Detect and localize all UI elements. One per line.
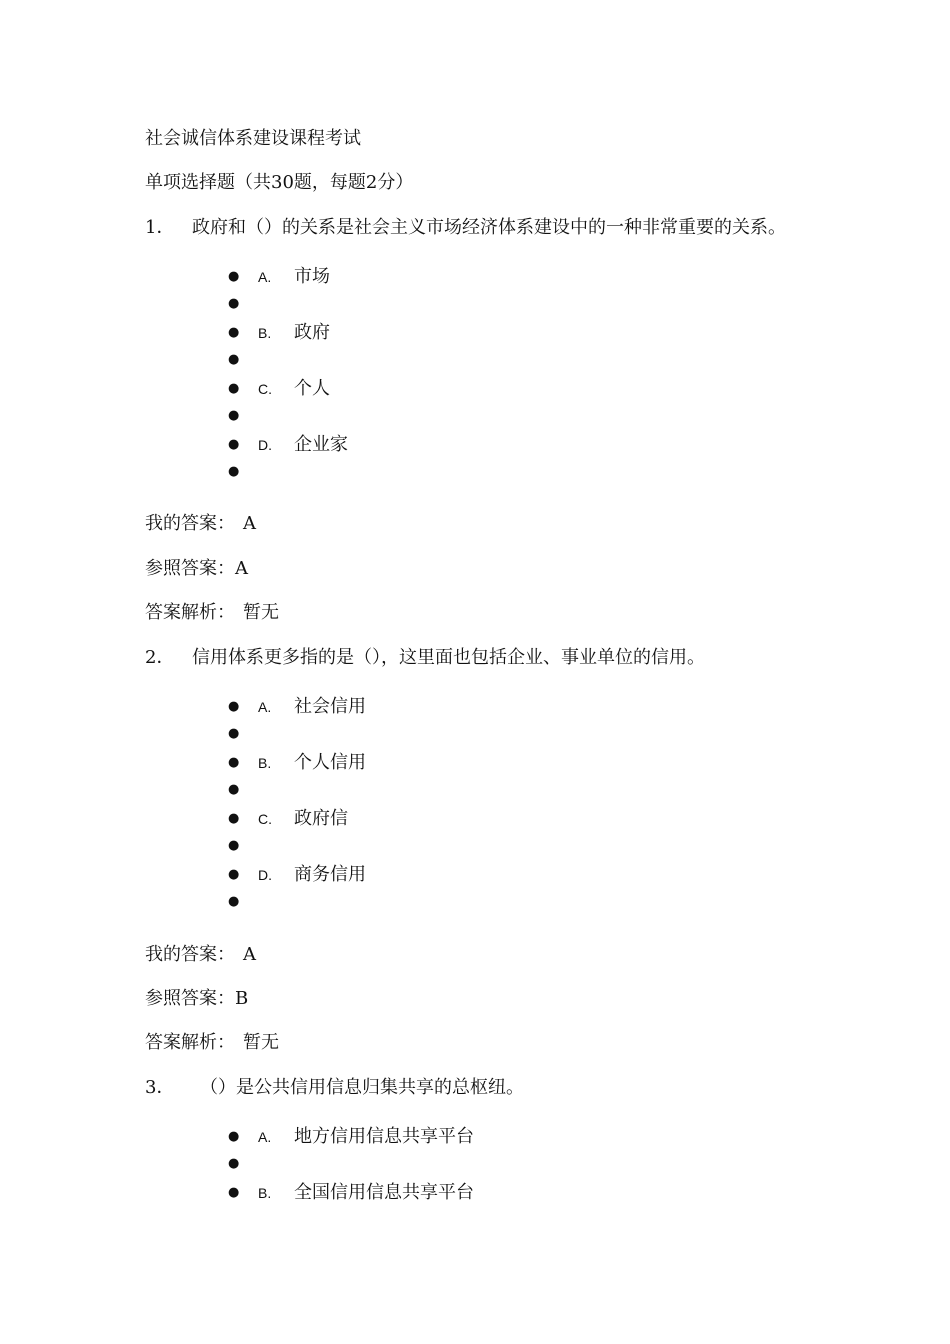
option-a: ● A. 社会信用 — [228, 696, 366, 717]
option-b: ● B. 个人信用 — [228, 752, 366, 773]
bullet-icon: ● — [228, 464, 240, 479]
bullet-icon: ● — [228, 867, 240, 882]
bullet-icon: ● — [228, 352, 240, 367]
bullet-icon: ● — [228, 894, 240, 909]
bullet-icon: ● — [228, 782, 240, 797]
question-number: 3． — [145, 1077, 175, 1098]
option-b: ● B. 政府 — [228, 322, 330, 343]
question-text: 政府和（）的关系是社会主义市场经济体系建设中的一种非常重要的关系。 — [192, 217, 786, 238]
bullet-icon: ● — [228, 1156, 240, 1171]
document-title: 社会诚信体系建设课程考试 — [145, 128, 361, 149]
bullet-icon: ● — [228, 811, 240, 826]
question-text: 信用体系更多指的是（），这里面也包括企业、事业单位的信用。 — [192, 647, 705, 668]
option-c: ● C. 个人 — [228, 378, 330, 399]
reference-answer: 参照答案：A — [145, 558, 248, 579]
my-answer: 我的答案： A — [145, 944, 256, 965]
question-number: 2． — [145, 647, 175, 668]
bullet-icon: ● — [228, 437, 240, 452]
option-c: ● C. 政府信 — [228, 808, 348, 829]
bullet-icon: ● — [228, 325, 240, 340]
bullet-icon: ● — [228, 1185, 240, 1200]
question-2 — [145, 647, 705, 669]
option-d: ● D. 企业家 — [228, 434, 348, 455]
bullet-icon: ● — [228, 838, 240, 853]
bullet-icon: ● — [228, 381, 240, 396]
question-text: （）是公共信用信息归集共享的总枢纽。 — [200, 1077, 524, 1098]
bullet-icon: ● — [228, 1129, 240, 1144]
my-answer: 我的答案： A — [145, 513, 256, 534]
bullet-icon: ● — [228, 726, 240, 741]
option-a: ● A. 市场 — [228, 266, 330, 287]
bullet-icon: ● — [228, 408, 240, 423]
bullet-icon: ● — [228, 699, 240, 714]
reference-answer: 参照答案：B — [145, 988, 249, 1009]
answer-analysis: 答案解析： 暂无 — [145, 602, 279, 623]
question-3 — [145, 1077, 524, 1099]
answer-analysis: 答案解析： 暂无 — [145, 1032, 279, 1053]
section-heading: 单项选择题（共30题，每题2分） — [145, 172, 414, 193]
option-a: ● A. 地方信用信息共享平台 — [228, 1126, 474, 1147]
option-d: ● D. 商务信用 — [228, 864, 366, 885]
bullet-icon: ● — [228, 755, 240, 770]
bullet-icon: ● — [228, 296, 240, 311]
bullet-icon: ● — [228, 269, 240, 284]
question-number: 1． — [145, 217, 175, 238]
question-1 — [145, 217, 786, 239]
option-b: ● B. 全国信用信息共享平台 — [228, 1182, 474, 1203]
